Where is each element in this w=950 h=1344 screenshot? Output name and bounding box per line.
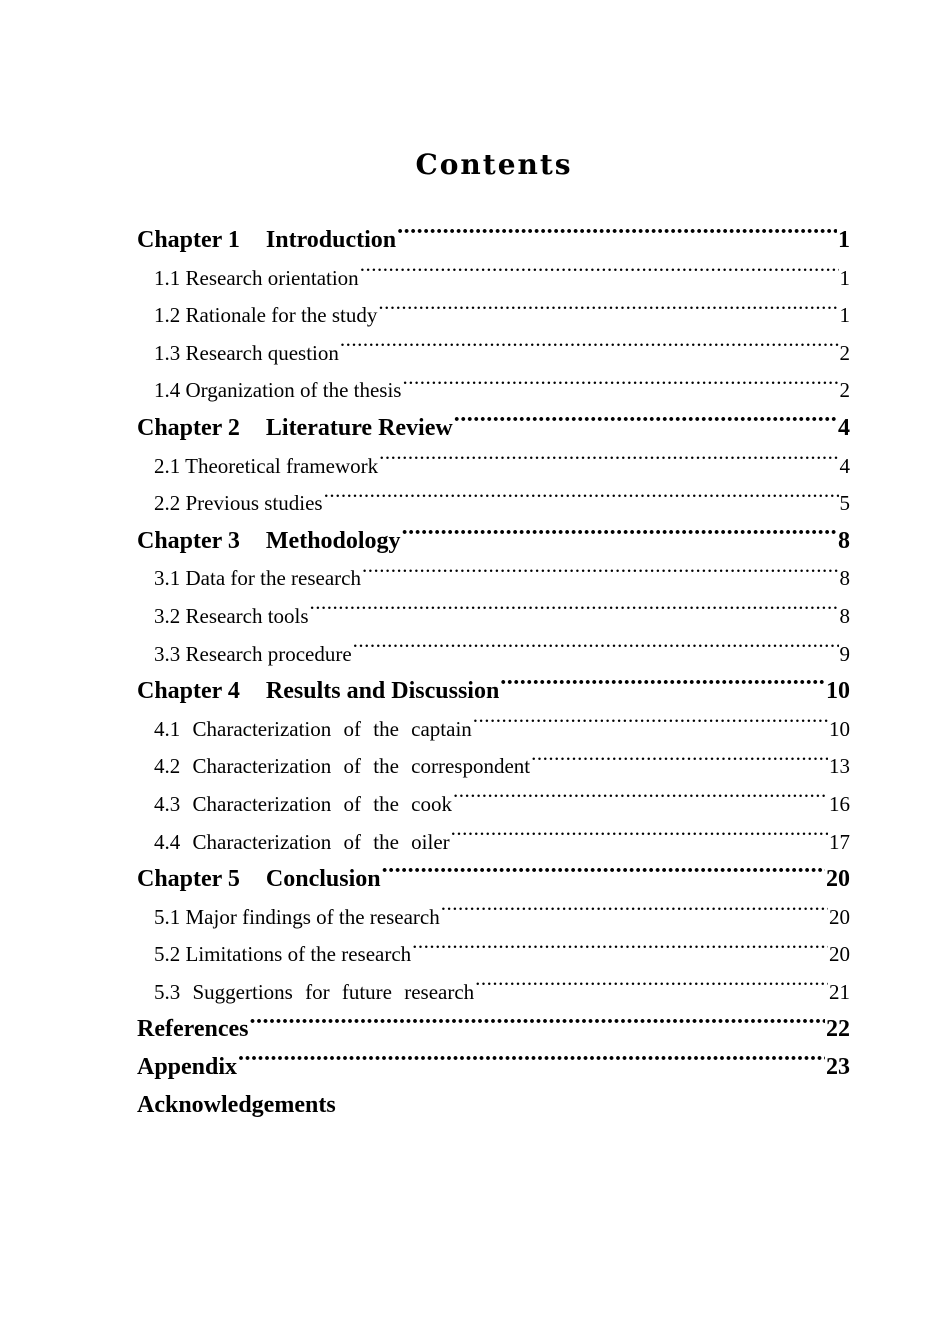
toc-entry-label: 1.1 Research orientation [154, 265, 359, 290]
chapter-title: Literature Review [265, 414, 453, 441]
toc-section-entry[interactable] [137, 372, 850, 410]
toc-entry-label: 5.1 Major findings of the research [154, 904, 440, 929]
toc-entry-label [137, 1049, 237, 1087]
toc-entry-label [137, 1011, 249, 1049]
toc-chapter-entry[interactable] [137, 861, 850, 899]
toc-chapter-entry[interactable] [137, 1011, 850, 1049]
page-number: 22 [826, 1016, 850, 1043]
toc-entry-label: 4.3 Characterization of the cook [154, 791, 452, 816]
page-number: 8 [838, 527, 850, 554]
page-number: 4 [839, 453, 850, 478]
page-number: 2 [839, 340, 850, 365]
toc-section-entry[interactable] [137, 560, 850, 598]
dot-leader [453, 790, 828, 811]
page-number: 20 [826, 866, 850, 893]
dot-leader [402, 376, 838, 397]
chapter-number: Chapter 5 [137, 866, 240, 893]
toc-section-entry[interactable] [137, 824, 850, 862]
toc-chapter-entry[interactable] [137, 1049, 850, 1087]
toc-section-entry[interactable] [137, 485, 850, 523]
page-number: 20 [829, 904, 850, 929]
chapter-title: Appendix [137, 1054, 238, 1081]
dot-leader [451, 828, 828, 849]
dot-leader [340, 339, 839, 360]
page-title: Contents [415, 148, 573, 181]
toc-section-entry[interactable] [137, 899, 850, 937]
page-number: 1 [838, 227, 850, 253]
dot-leader [473, 715, 828, 736]
page-number: 1 [839, 265, 850, 290]
toc-chapter-entry[interactable] [137, 222, 850, 260]
toc-entry-label [137, 410, 453, 448]
dot-leader [454, 411, 837, 435]
chapter-number: Chapter 2 [137, 414, 240, 441]
dot-leader [382, 862, 825, 886]
toc-chapter-entry[interactable] [137, 410, 850, 448]
page-number: 1 [839, 303, 850, 328]
chapter-title: Conclusion [265, 866, 381, 893]
toc-section-entry[interactable] [137, 297, 850, 335]
toc-section-entry[interactable] [137, 748, 850, 786]
chapter-number: Chapter 4 [137, 678, 240, 705]
dot-leader [441, 903, 828, 924]
toc-entry-label: 1.4 Organization of the thesis [154, 378, 402, 403]
page-number: 13 [829, 754, 850, 779]
toc-entry-label: 3.3 Research procedure [154, 641, 352, 666]
toc-section-entry[interactable] [137, 711, 850, 749]
dot-leader [310, 602, 839, 623]
chapter-title: Results and Discussion [265, 678, 500, 705]
dot-leader [500, 674, 825, 698]
page-number: 23 [826, 1054, 850, 1081]
toc-section-entry[interactable] [137, 598, 850, 636]
dot-leader [531, 752, 828, 773]
dot-leader [402, 524, 837, 548]
toc-chapter-entry[interactable] [137, 673, 850, 711]
dot-leader [378, 301, 838, 322]
page-number: 8 [839, 566, 850, 591]
page-number: 20 [829, 942, 850, 967]
toc-section-entry[interactable] [137, 636, 850, 674]
dot-leader [362, 564, 839, 585]
page-number: 17 [829, 829, 850, 854]
dot-leader [353, 640, 839, 661]
toc-entry-label [137, 861, 381, 899]
toc-section-entry[interactable] [137, 974, 850, 1012]
toc-entry-label: 4.2 Characterization of the correspondent [154, 754, 531, 779]
page-number: 8 [839, 603, 850, 628]
dot-leader [238, 1050, 825, 1074]
chapter-title: Introduction [265, 227, 397, 253]
page-number: 21 [829, 979, 850, 1004]
chapter-title: References [137, 1016, 249, 1043]
toc-section-entry[interactable] [137, 936, 850, 974]
chapter-number: Chapter 1 [137, 227, 240, 253]
dot-leader [379, 452, 838, 473]
toc-entry-label: 3.2 Research tools [154, 603, 309, 628]
chapter-number: Chapter 3 [137, 527, 240, 554]
toc-entry-label: 2.2 Previous studies [154, 491, 323, 516]
page-number: 10 [829, 716, 850, 741]
toc-section-entry[interactable] [137, 786, 850, 824]
chapter-title: Methodology [265, 527, 401, 554]
toc-entry-label [137, 523, 401, 561]
toc-section-entry[interactable] [137, 335, 850, 373]
chapter-title: Acknowledgements [137, 1091, 336, 1118]
table-of-contents [137, 222, 850, 1124]
dot-leader [475, 978, 828, 999]
toc-entry-label: 1.3 Research question [154, 340, 339, 365]
toc-entry-label: 2.1 Theoretical framework [154, 453, 379, 478]
page-number: 4 [838, 414, 850, 441]
toc-entry-label: 4.1 Characterization of the captain [154, 716, 472, 741]
dot-leader [360, 264, 839, 285]
toc-chapter-entry[interactable] [137, 1087, 850, 1125]
page-number: 16 [829, 791, 850, 816]
page-number: 2 [839, 378, 850, 403]
page-number: 9 [839, 641, 850, 666]
toc-entry-label: 4.4 Characterization of the oiler [154, 829, 450, 854]
toc-chapter-entry[interactable] [137, 523, 850, 561]
page-number: 10 [826, 678, 850, 705]
toc-section-entry[interactable] [137, 260, 850, 298]
toc-entry-label [137, 222, 396, 260]
dot-leader [397, 223, 837, 247]
toc-entry-label: 1.2 Rationale for the study [154, 303, 378, 328]
toc-section-entry[interactable] [137, 448, 850, 486]
toc-entry-label: 5.2 Limitations of the research [154, 942, 412, 967]
toc-entry-label [137, 1087, 336, 1125]
toc-entry-label [137, 673, 499, 711]
dot-leader [412, 940, 828, 961]
dot-leader [324, 489, 839, 510]
toc-entry-label: 3.1 Data for the research [154, 566, 361, 591]
toc-entry-label: 5.3 Suggertions for future research [154, 979, 475, 1004]
dot-leader [250, 1012, 826, 1036]
page-number: 5 [839, 491, 850, 516]
